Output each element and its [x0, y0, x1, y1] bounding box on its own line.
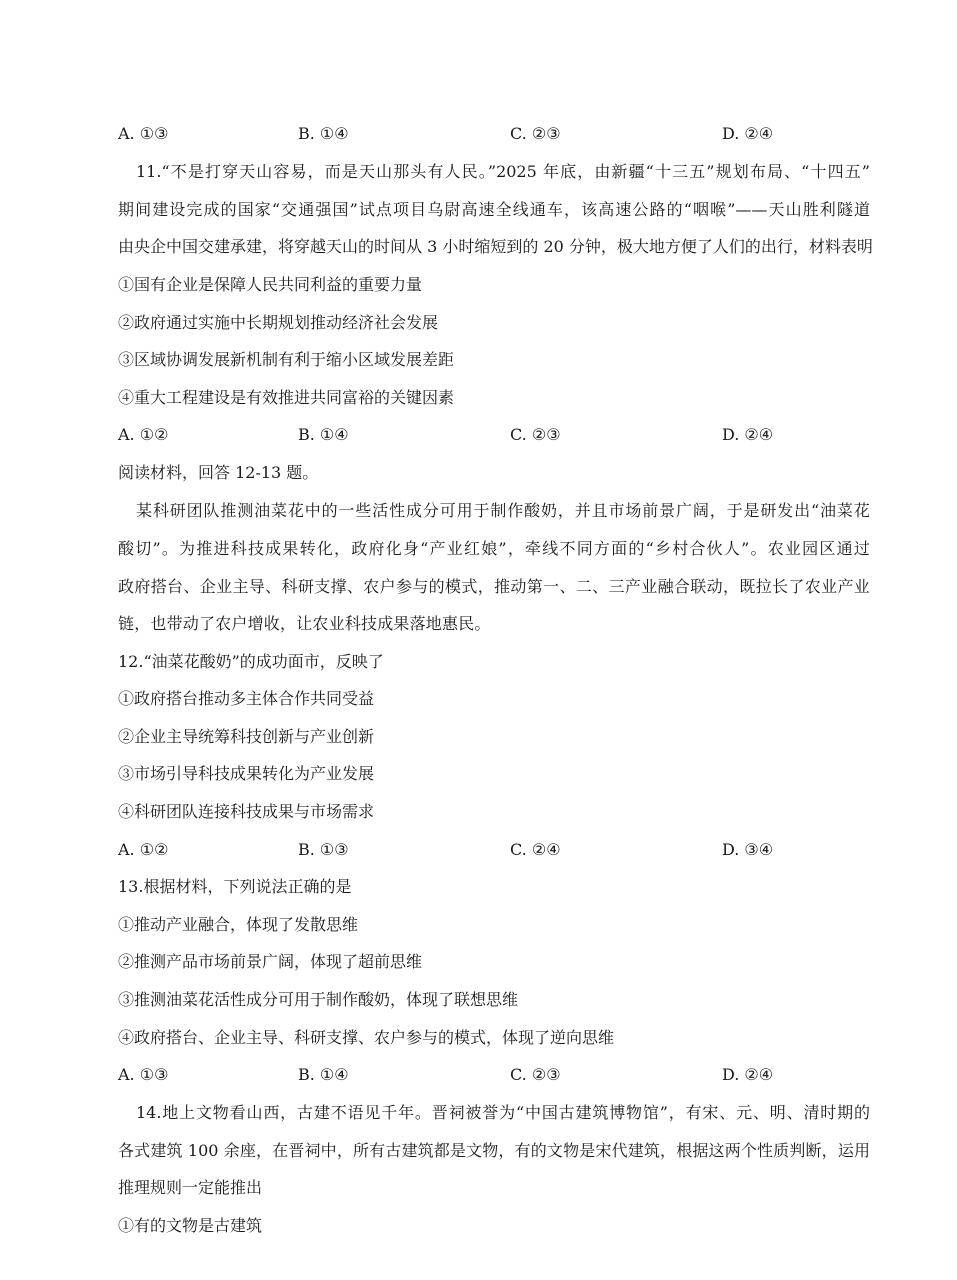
q11-item-4: ④重大工程建设是有效推进共同富裕的关键因素: [118, 388, 455, 407]
q13-option-b: B. ①④: [298, 1065, 349, 1084]
q14-stem-line-2: 各式建筑 100 余座，在晋祠中，所有古建筑都是文物，有的文物是宋代建筑，根据这两个性质判断，运用: [118, 1141, 870, 1160]
reading-intro: 阅读材料，回答 12-13 题。: [118, 463, 319, 482]
q12-item-3: ③市场引导科技成果转化为产业发展: [118, 764, 375, 783]
q13-item-3: ③推测油菜花活性成分可用于制作酸奶，体现了联想思维: [118, 990, 519, 1009]
material-line-4: 链，也带动了农户增收，让农业科技成果落地惠民。: [118, 614, 491, 633]
q12-option-b: B. ①③: [298, 840, 349, 859]
material-line-2: 酸切”。为推进科技成果转化，政府化身“产业红娘”，牵线不同方面的“乡村合伙人”。农业园区通过: [118, 539, 870, 558]
q11-item-2: ②政府通过实施中长期规划推动经济社会发展: [118, 313, 439, 332]
q13-option-a: A. ①③: [118, 1065, 169, 1084]
q12-option-c: C. ②④: [510, 840, 561, 859]
material-line-1: 某科研团队推测油菜花中的一些活性成分可用于制作酸奶，并且市场前景广阔，于是研发出“油菜花: [136, 501, 870, 520]
q13-option-d: D. ②④: [722, 1065, 774, 1084]
q14-item-1: ①有的文物是古建筑: [118, 1216, 263, 1235]
q11-option-b: B. ①④: [298, 425, 349, 444]
q11-stem-line-1: 11.“不是打穿天山容易，而是天山那头有人民。”2025 年底，由新疆“十三五”规划布局、“十四五”: [136, 162, 870, 181]
q12-stem: 12.“油菜花酸奶”的成功面市，反映了: [118, 652, 384, 671]
q12-option-d: D. ③④: [722, 840, 774, 859]
q11-stem-line-3: 由央企中国交建承建，将穿越天山的时间从 3 小时缩短到的 20 分钟，极大地方便了人们的出行，材料表明: [118, 237, 873, 256]
q13-stem: 13.根据材料，下列说法正确的是: [118, 877, 352, 896]
q13-item-2: ②推测产品市场前景广阔，体现了超前思维: [118, 952, 423, 971]
q10-option-b: B. ①④: [298, 124, 349, 143]
q10-option-a: A. ①③: [118, 124, 169, 143]
q11-item-3: ③区域协调发展新机制有利于缩小区域发展差距: [118, 350, 455, 369]
q13-item-4: ④政府搭台、企业主导、科研支撑、农户参与的模式，体现了逆向思维: [118, 1028, 615, 1047]
q11-option-c: C. ②③: [510, 425, 561, 444]
q14-stem-line-3: 推理规则一定能推出: [118, 1178, 263, 1197]
q12-item-4: ④科研团队连接科技成果与市场需求: [118, 802, 375, 821]
q12-item-1: ①政府搭台推动多主体合作共同受益: [118, 689, 375, 708]
q12-option-a: A. ①②: [118, 840, 169, 859]
q12-item-2: ②企业主导统筹科技创新与产业创新: [118, 727, 375, 746]
q13-option-c: C. ②③: [510, 1065, 561, 1084]
q11-stem-line-2: 期间建设完成的国家“交通强国”试点项目乌尉高速全线通车，该高速公路的“咽喉”——天山胜利隧道: [118, 200, 870, 219]
q11-item-1: ①国有企业是保障人民共同利益的重要力量: [118, 275, 423, 294]
q11-option-a: A. ①②: [118, 425, 169, 444]
q10-option-d: D. ②④: [722, 124, 774, 143]
q10-option-c: C. ②③: [510, 124, 561, 143]
q14-stem-line-1: 14.地上文物看山西，古建不语见千年。晋祠被誉为“中国古建筑博物馆”，有宋、元、明、清时期的: [136, 1103, 870, 1122]
material-line-3: 政府搭台、企业主导、科研支撑、农户参与的模式，推动第一、二、三产业融合联动，既拉长了农业产业: [118, 577, 870, 596]
q13-item-1: ①推动产业融合，体现了发散思维: [118, 915, 359, 934]
q11-option-d: D. ②④: [722, 425, 774, 444]
